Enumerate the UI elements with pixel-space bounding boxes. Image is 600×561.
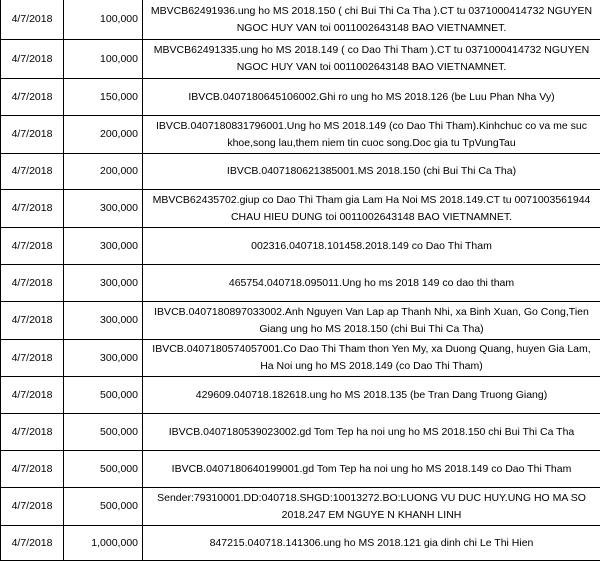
table-row [1,228,600,265]
table-row [1,488,600,526]
description-cell: IBVCB.0407180539023002.gd Tom Tep ha noi ung ho MS 2018.150 chi Bui Thi Ca Tha [143,414,600,451]
amount-cell: 500,000 [64,451,143,488]
date-cell: 4/7/2018 [1,265,64,302]
description-cell: IBVCB.0407180831796001.Ung ho MS 2018.149 (co Dao Thi Tham).Kinhchuc co va me suc khoe,song lau,them niem tin cuoc song.Doc gia tu TpVungTau [143,116,600,154]
description-cell: IBVCB.0407180621385001.MS 2018.150 (chi Bui Thi Ca Tha) [143,154,600,190]
date-cell: 4/7/2018 [1,414,64,451]
date-cell: 4/7/2018 [1,116,64,154]
table-row [1,79,600,116]
amount-cell: 300,000 [64,228,143,265]
table-row [1,451,600,488]
table-row [1,190,600,228]
amount-cell: 300,000 [64,340,143,377]
amount-cell: 300,000 [64,190,143,228]
amount-cell: 1,000,000 [64,526,143,561]
description-cell: IBVCB.0407180574057001.Co Dao Thi Tham thon Yen My, xa Duong Quang, huyen Gia Lam, Ha Noi ung ho MS 2018.149 (co Dao Thi Tham) [143,340,600,377]
table-row [1,0,600,40]
date-cell: 4/7/2018 [1,377,64,414]
date-cell: 4/7/2018 [1,340,64,377]
amount-cell: 200,000 [64,154,143,190]
table-row [1,414,600,451]
date-cell: 4/7/2018 [1,190,64,228]
description-cell: 002316.040718.101458.2018.149 co Dao Thi Tham [143,228,600,265]
description-cell: 465754.040718.095011.Ung ho ms 2018 149 co dao thi tham [143,265,600,302]
amount-cell: 150,000 [64,79,143,116]
table-row [1,116,600,154]
description-cell: Sender:79310001.DD:040718.SHGD:10013272.BO:LUONG VU DUC HUY.UNG HO MA SO 2018.247 EM NGUYE N KHANH LINH [143,488,600,526]
description-cell: IBVCB.0407180640199001.gd Tom Tep ha noi ung ho MS 2018.149 co Dao Thi Tham [143,451,600,488]
table-row [1,302,600,340]
description-cell: 847215.040718.141306.ung ho MS 2018.121 gia dinh chi Le Thi Hien [143,526,600,561]
amount-cell: 300,000 [64,265,143,302]
amount-cell: 500,000 [64,377,143,414]
donation-table-body [1,0,600,561]
date-cell: 4/7/2018 [1,526,64,561]
table-row [1,526,600,561]
table-row [1,265,600,302]
table-row [1,377,600,414]
description-cell: MBVCB62491936.ung ho MS 2018.150 ( chi Bui Thi Ca Tha ).CT tu 0371000414732 NGUYEN NGOC HUY VAN toi 0011002643148 BAO VIETNAMNET. [143,0,600,40]
amount-cell: 200,000 [64,116,143,154]
date-cell: 4/7/2018 [1,40,64,79]
description-cell: IBVCB.0407180897033002.Anh Nguyen Van Lap ap Thanh Nhi, xa Binh Xuan, Go Cong,Tien Giang ung ho MS 2018.150 (chi Bui Thi Ca Tha) [143,302,600,340]
description-cell: 429609.040718.182618.ung ho MS 2018.135 (be Tran Dang Truong Giang) [143,377,600,414]
table-row [1,340,600,377]
date-cell: 4/7/2018 [1,154,64,190]
amount-cell: 500,000 [64,488,143,526]
amount-cell: 100,000 [64,0,143,40]
amount-cell: 100,000 [64,40,143,79]
description-cell: IBVCB.0407180645106002.Ghi ro ung ho MS 2018.126 (be Luu Phan Nha Vy) [143,79,600,116]
date-cell: 4/7/2018 [1,0,64,40]
description-cell: MBVCB62435702.giup co Dao Thi Tham gia Lam Ha Noi MS 2018.149.CT tu 0071003561944 CHAU HIEU DUNG toi 0011002643148 BAO VIETNAMNET. [143,190,600,228]
amount-cell: 500,000 [64,414,143,451]
date-cell: 4/7/2018 [1,79,64,116]
table-row [1,40,600,79]
date-cell: 4/7/2018 [1,451,64,488]
description-cell: MBVCB62491335.ung ho MS 2018.149 ( co Dao Thi Tham ).CT tu 0371000414732 NGUYEN NGOC HUY VAN toi 0011002643148 BAO VIETNAMNET. [143,40,600,79]
date-cell: 4/7/2018 [1,228,64,265]
table-row [1,154,600,190]
date-cell: 4/7/2018 [1,488,64,526]
amount-cell: 300,000 [64,302,143,340]
date-cell: 4/7/2018 [1,302,64,340]
